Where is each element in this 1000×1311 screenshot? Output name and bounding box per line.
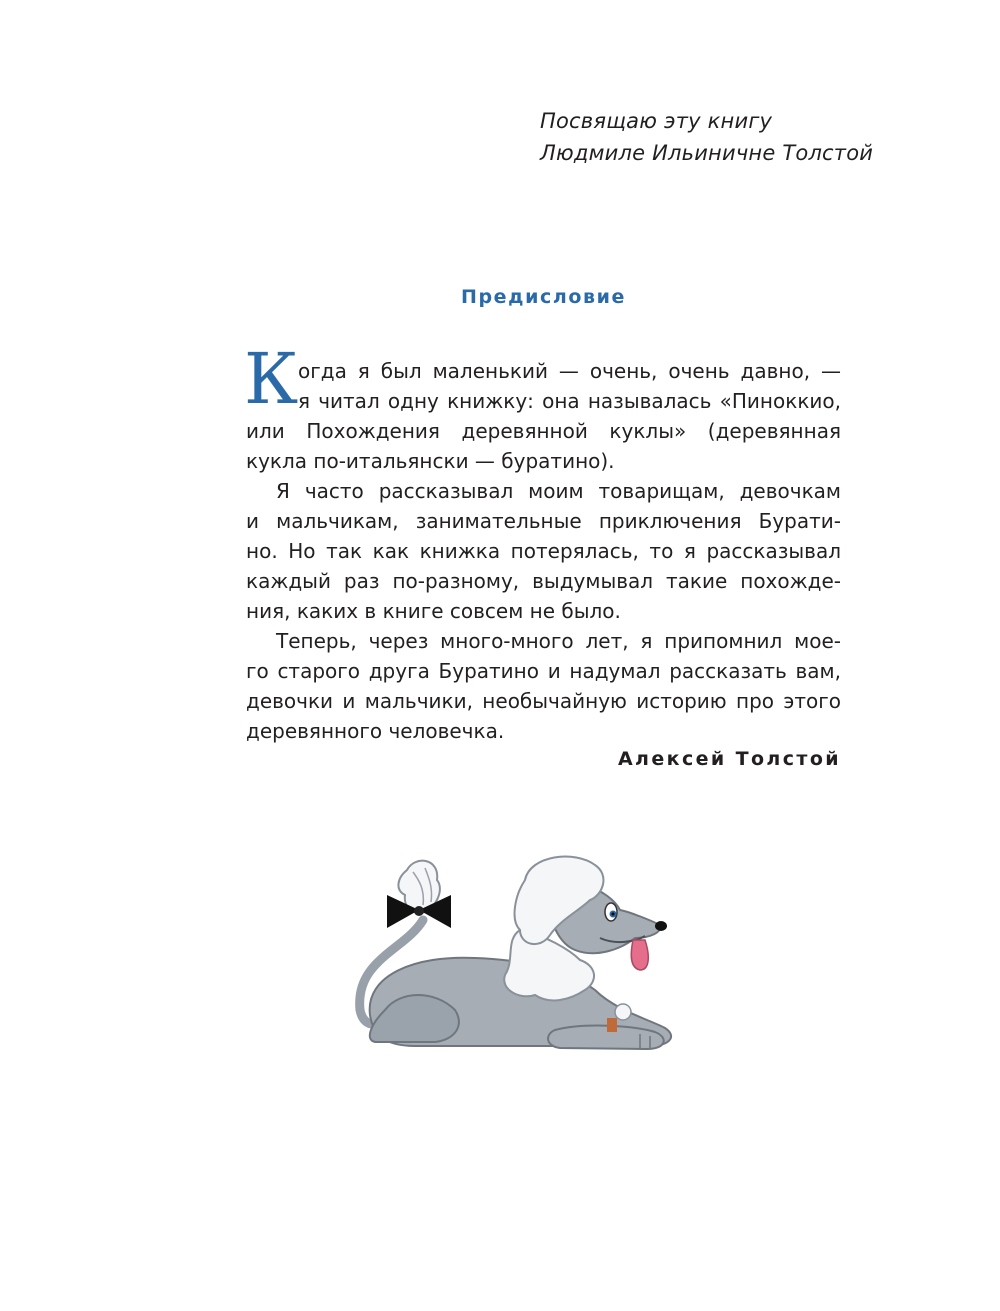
text-line: каждый раз по-разному, выдумывал такие похожде- — [246, 569, 841, 593]
text-line: деревянного человечка. — [246, 719, 505, 743]
text-line: огда я был маленький — очень, очень давно, — — [298, 359, 841, 383]
text-line: ния, каких в книге совсем не было. — [246, 599, 621, 623]
text-line: кукла по-итальянски — буратино). — [246, 449, 615, 473]
dedication — [540, 105, 960, 169]
text-line: Я часто рассказывал моим товарищам, девочкам — [276, 479, 841, 503]
drop-cap: К — [244, 338, 299, 420]
preface-text — [246, 356, 841, 746]
text-line: го старого друга Буратино и надумал рассказать вам, — [246, 659, 841, 683]
text-line: Теперь, через много-много лет, я припомнил мое- — [276, 629, 841, 653]
section-heading: Предисловие — [460, 286, 627, 308]
text-line: я читал одну книжку: она называлась «Пиноккио, — [298, 389, 841, 413]
dedication-line-1: Посвящаю эту книгу — [540, 109, 773, 133]
poodle-illustration — [345, 850, 685, 1060]
author-signature: Алексей Толстой — [617, 748, 841, 770]
text-line: или Похождения деревянной куклы» (деревянная — [246, 419, 841, 443]
text-line: девочки и мальчики, необычайную историю про этого — [246, 689, 841, 713]
text-line: и мальчикам, занимательные приключения Бурати- — [246, 509, 841, 533]
text-line: но. Но так как книжка потерялась, то я рассказывал — [246, 539, 841, 563]
dedication-line-2: Людмиле Ильиничне Толстой — [540, 141, 874, 165]
